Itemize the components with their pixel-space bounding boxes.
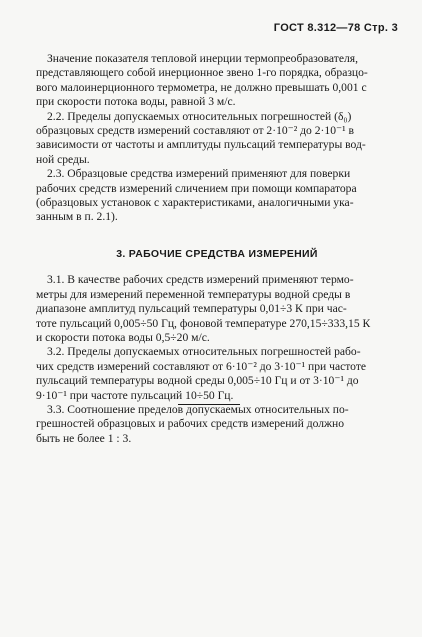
- text-line: чих средств измерений составляют от 6·10⁻² до 3·10⁻¹ при частоте: [36, 359, 367, 373]
- text-line: грешностей образцовых и рабочих средств измерений должно: [36, 417, 345, 431]
- text-line: тоте пульсаций 0,005÷50 Гц, фоновой температуре 270,15÷333,15 К: [36, 316, 371, 330]
- text-line: представляющего собой инерционное звено 1-го порядка, образцо-: [36, 66, 368, 80]
- text-line: зависимости от частоты и амплитуды пульсаций температуры вод-: [36, 138, 366, 152]
- document-body: [36, 52, 398, 446]
- text-line: (образцовых установок с характеристиками, аналогичными ука-: [36, 196, 354, 210]
- text-line: 3.1. В качестве рабочих средств измерений применяют термо-: [47, 273, 354, 287]
- text-line: Значение показателя тепловой инерции термопреобразователя,: [47, 52, 358, 65]
- text-line: рабочих средств измерений сличением при помощи компаратора: [36, 181, 357, 195]
- text-line: 3.3. Соотношение пределов допускаемых относительных по-: [47, 402, 349, 416]
- text-line: ной среды.: [36, 152, 90, 166]
- page-header: ГОСТ 8.312—78 Стр. 3: [273, 22, 398, 34]
- text-line: 2.3. Образцовые средства измерений применяют для поверки: [47, 167, 351, 181]
- text-line: образцовых средств измерений составляют от 2·10⁻² до 2·10⁻¹ в: [36, 124, 354, 138]
- text-line: пульсаций температуры водной среды 0,005÷10 Гц и от 3·10⁻¹ до: [36, 374, 359, 388]
- text-line: 3.2. Пределы допускаемых относительных погрешностей рабо-: [47, 345, 361, 359]
- text-line: 2.2. Пределы допускаемых относительных погрешностей (δ₀): [47, 109, 352, 123]
- text-line: занным в п. 2.1).: [36, 210, 118, 224]
- end-rule: [178, 404, 240, 405]
- text-line: при скорости потока воды, равной 3 м/с.: [36, 95, 236, 109]
- text-line: диапазоне амплитуд пульсаций температуры 0,01÷3 К при час-: [36, 302, 347, 316]
- section-heading: 3. РАБОЧИЕ СРЕДСТВА ИЗМЕРЕНИЙ: [116, 247, 318, 260]
- text-line: и скорости потока воды 0,5÷20 м/с.: [36, 330, 210, 344]
- text-line: 9·10⁻¹ при частоте пульсаций 10÷50 Гц.: [36, 388, 234, 402]
- text-line: быть не более 1 : 3.: [36, 431, 132, 445]
- text-line: метры для измерений переменной температуры водной среды в: [36, 287, 351, 301]
- text-line: вого малоинерционного термометра, не должно превышать 0,001 с: [36, 80, 367, 94]
